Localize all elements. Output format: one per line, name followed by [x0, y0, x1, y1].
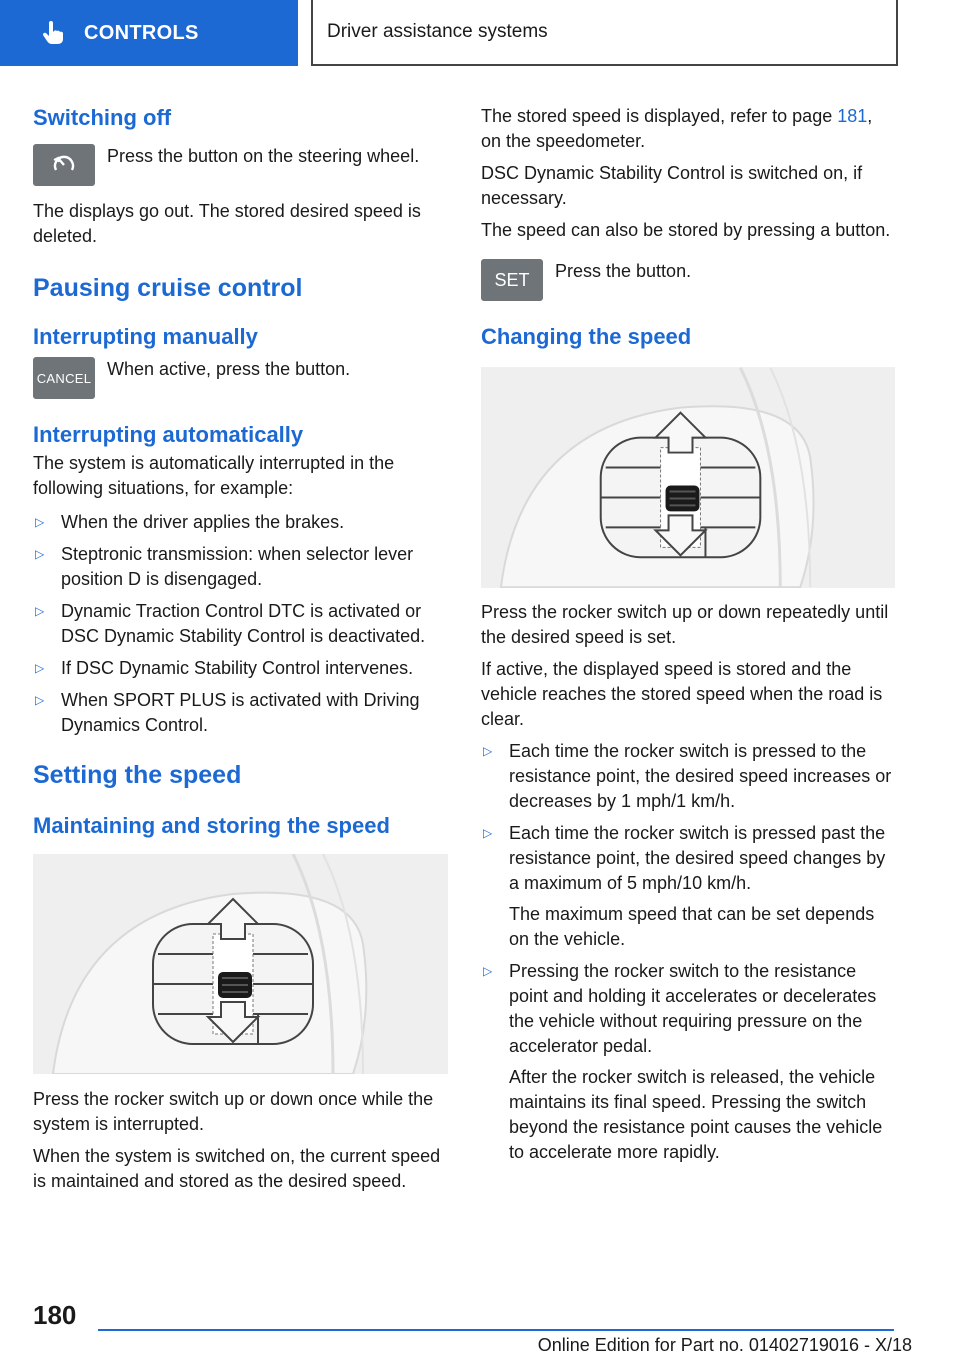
dsc-text: DSC Dynamic Stability Control is switched on, if necessary.: [481, 163, 863, 208]
maintain-p2: When the system is switched on, the current speed is maintained and stored as the desired speed.: [33, 1146, 441, 1191]
stored-speed-text: The stored speed is displayed, refer to page 181, on the speedometer.: [481, 106, 873, 151]
section-label: CONTROLS: [84, 21, 199, 44]
edition-text: Online Edition for Part no. 01402719016 - X/18: [537, 1335, 912, 1355]
cancel-button: [33, 357, 95, 399]
switching-off-heading: Switching off: [33, 105, 172, 130]
page-number: 180: [33, 1300, 77, 1330]
changing-speed-heading: Changing the speed: [481, 324, 692, 349]
triangle-bullet-icon: ▷: [35, 515, 45, 529]
list-item-note: After the rocker switch is released, the vehicle maintains its final speed. Pressing the switch beyond the resistance point causes the vehicle to accelerate more rapidly.: [509, 1067, 883, 1162]
right-column: [481, 100, 897, 1172]
changing-list: [481, 739, 897, 1165]
steering-wheel-rocker-image: [33, 854, 448, 1074]
set-button-label: SET: [494, 269, 530, 290]
triangle-bullet-icon: ▷: [483, 744, 493, 758]
switch-off-text: The displays go out. The stored desired speed is deleted.: [33, 201, 421, 246]
footer-divider: [98, 1329, 894, 1331]
list-item: ▷ Dynamic Traction Control DTC is activated or DSC Dynamic Stability Control is deactivated.: [35, 601, 426, 646]
triangle-bullet-icon: ▷: [35, 547, 45, 561]
maintain-p1: Press the rocker switch up or down once while the system is interrupted.: [33, 1089, 434, 1134]
list-item: ▷ When the driver applies the brakes.: [33, 510, 449, 535]
setting-speed-heading: Setting the speed: [33, 761, 242, 789]
list-item: ▷ If DSC Dynamic Stability Control intervenes.: [33, 656, 449, 681]
pausing-heading: Pausing cruise control: [33, 274, 303, 302]
store-button-text: The speed can also be stored by pressing a button.: [481, 220, 891, 240]
steering-wheel-rocker-image-2: [481, 367, 895, 588]
chapter-title: Driver assistance systems: [327, 21, 548, 42]
hand-pointer-icon: [40, 20, 66, 46]
auto-list: [33, 510, 449, 738]
cruise-control-icon: [52, 154, 76, 176]
interrupting-manually-heading: Interrupting manually: [33, 324, 258, 349]
triangle-bullet-icon: ▷: [35, 604, 45, 618]
list-item-note: The maximum speed that can be set depends on the vehicle.: [509, 904, 875, 949]
section-tab[interactable]: [0, 0, 298, 66]
triangle-bullet-icon: ▷: [483, 964, 493, 978]
cancel-caption: When active, press the button.: [107, 359, 351, 379]
triangle-bullet-icon: ▷: [483, 826, 493, 840]
set-button: [481, 259, 543, 301]
list-item: ▷ Each time the rocker switch is pressed to the resistance point, the desired speed increases or decreases by 1 mph/1 km/h.: [483, 741, 892, 811]
page-link[interactable]: 181: [837, 106, 868, 126]
rocker-switch-illustration: [481, 367, 895, 588]
maintaining-heading: Maintaining and storing the speed: [33, 813, 390, 838]
triangle-bullet-icon: ▷: [35, 693, 45, 707]
set-caption: Press the button.: [555, 261, 692, 281]
list-item: ▷ Steptronic transmission: when selector lever position D is disengaged.: [35, 544, 414, 589]
left-column: [33, 100, 449, 1194]
switch-off-caption: Press the button on the steering wheel.: [107, 146, 420, 166]
triangle-bullet-icon: ▷: [35, 661, 45, 675]
cancel-button-label: CANCEL: [36, 370, 92, 386]
changing-p2: If active, the displayed speed is stored and the vehicle reaches the stored speed when the road is clear.: [481, 659, 883, 729]
list-item: ▷ Pressing the rocker switch to the resistance point and holding it accelerates or decelerates the vehicle without requiring pressure on the accelerator pedal. After the rocker switch is released, the vehicle maintains its final speed. Pressing the switch beyond the resistance point causes the vehicle to accelerate more rapidly.: [481, 959, 897, 1165]
list-item: ▷ Each time the rocker switch is pressed past the resistance point, the desired speed changes by a maximum of 5 mph/10 km/h. The maximum speed that can be set depends on the vehicle.: [481, 821, 897, 952]
list-item: ▷ When SPORT PLUS is activated with Driving Dynamics Control.: [35, 690, 420, 735]
changing-p1: Press the rocker switch up or down repeatedly until the desired speed is set.: [481, 602, 889, 647]
chapter-header: [311, 0, 898, 66]
rocker-switch-illustration: [33, 854, 448, 1074]
cruise-control-button: [33, 144, 95, 186]
interrupting-automatically-heading: Interrupting automatically: [33, 422, 304, 447]
auto-text: The system is automatically interrupted in the following situations, for example:: [33, 453, 395, 498]
